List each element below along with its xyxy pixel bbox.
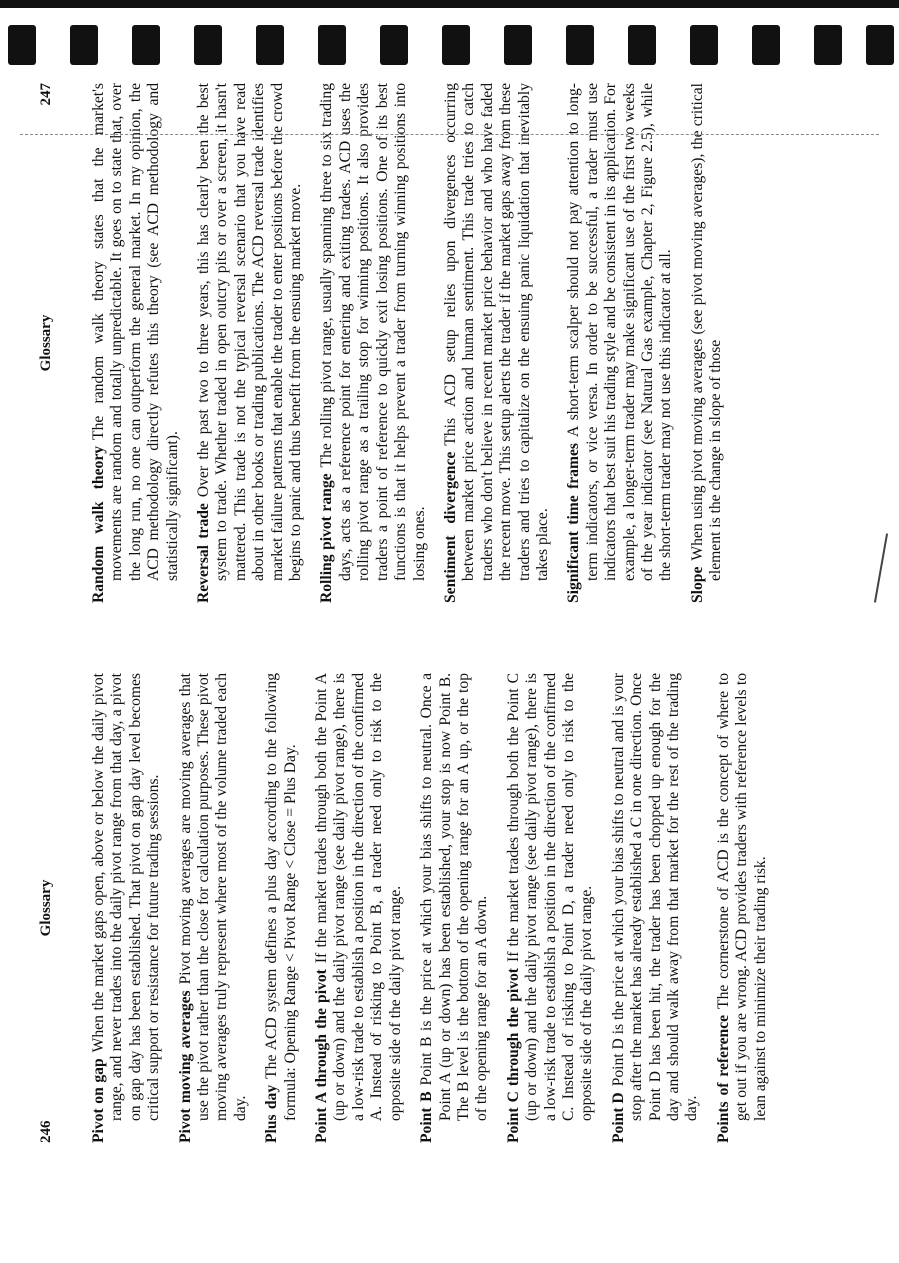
glossary-entry xyxy=(505,673,597,1143)
glossary-entries xyxy=(90,83,739,603)
glossary-entry xyxy=(195,83,305,603)
glossary-definition: Over the past two to three years, this has clearly been the best system to trade. Whether traded in open outcry pits or over a screen, it hasn't mattered. This trade is not the typical reversal scenario that you have read about in other books or trading publications. The ACD reversal trade identifies market failure patterns that enable the trader to enter positions before the crowd begins to panic and thus benefit from the ensuing market move. xyxy=(195,83,305,581)
running-head xyxy=(38,83,62,603)
glossary-term: Point D xyxy=(609,1092,627,1143)
page-number: 247 xyxy=(38,83,54,106)
glossary-entry xyxy=(442,83,552,603)
glossary-definition: When the market gaps open, above or below the daily pivot range, and never trades into the daily pivot range from that day, a pivot on gap day has been established. That pivot on gap day level becomes critical support or resistance for future trading sessions. xyxy=(90,673,163,1121)
glossary-term: Point A through the pivot xyxy=(313,969,331,1143)
glossary-term: Significant time frames xyxy=(565,443,583,603)
binding-hole xyxy=(318,25,346,65)
glossary-entry xyxy=(90,83,182,603)
left-page xyxy=(0,673,899,1143)
glossary-entry xyxy=(318,83,428,603)
glossary-definition: Point B is the price at which your bias shifts to neutral. Once a Point A (up or down) has been established, your stop is now Point B. The B level is the bottom of the opening range for an A up, or the top of the opening range for an A down. xyxy=(418,673,491,1121)
glossary-entry xyxy=(177,673,251,1143)
glossary-definition: If the market trades through both the Point A (up or down) and the daily pivot range (see daily pivot range), there is a low-risk trade to establish a position in the direction of the confirmed A. Instead of risking to Point B, a trader need only to risk to the opposite side of the daily pivot range. xyxy=(313,673,404,1121)
binding-hole xyxy=(814,25,842,65)
glossary-entry xyxy=(689,83,726,603)
binding-hole xyxy=(8,25,36,65)
glossary-definition: The ACD system defines a plus day according to the following formula: Opening Range < Pivot Range < Close = Plus Day. xyxy=(263,673,299,1121)
glossary-definition: The rolling pivot range, usually spanning three to six trading days, acts as a reference point for entering and exiting trades. ACD uses the rolling pivot range as a trailing stop for winning positions. It also provides traders a point of reference to quickly exit losing positions. One of its best functions is that it helps prevent a trader from turning winning positions into losing ones. xyxy=(318,83,428,581)
glossary-term: Point B xyxy=(418,1091,436,1143)
glossary-term: Plus day xyxy=(263,1084,281,1143)
glossary-entry xyxy=(715,673,770,1143)
binding-hole xyxy=(442,25,470,65)
glossary-entry xyxy=(418,673,492,1143)
binding-hole xyxy=(628,25,656,65)
glossary-term: Point C through the pivot xyxy=(504,967,522,1143)
binding-hole xyxy=(566,25,594,65)
glossary-entry xyxy=(263,673,300,1143)
glossary-definition: Pivot moving averages are moving averages that use the pivot rather than the close for calculation purposes. These pivot moving averages truly represent where most of the volume traded each day. xyxy=(176,673,249,1121)
binding-hole xyxy=(380,25,408,65)
glossary-term: Random walk theory xyxy=(90,445,107,603)
glossary-term: Rolling pivot range xyxy=(318,473,336,603)
glossary-entry xyxy=(313,673,405,1143)
binding-hole xyxy=(194,25,222,65)
binding-holes xyxy=(0,15,899,75)
running-head-title: Glossary xyxy=(38,314,54,372)
binding-hole xyxy=(690,25,718,65)
glossary-definition: Point D is the price at which your bias shifts to neutral and is your stop after the market has already established a C in one direction. Once Point D has been hit, the trader has been chopped up enough for the day and should walk away from that market for the rest of the trading day. xyxy=(609,672,701,1121)
glossary-term: Slope xyxy=(688,566,706,603)
binding-hole xyxy=(256,25,284,65)
binding-hole xyxy=(504,25,532,65)
right-page xyxy=(0,83,899,603)
binding-hole xyxy=(752,25,780,65)
glossary-entries xyxy=(90,673,783,1143)
glossary-entry xyxy=(610,673,702,1143)
glossary-definition: This ACD setup relies upon divergences occurring between market price action and human sentiment. This trade tries to catch traders who don't believe in recent market price behavior and who have faded the recent move. This setup alerts the trader if the market gaps away from these traders and tries to capitalize on the ensuing panic liquidation that inevitably takes place. xyxy=(441,83,551,581)
binding-hole xyxy=(132,25,160,65)
glossary-definition: The cornerstone of ACD is the concept of where to get out if you are wrong. ACD provides traders with reference levels to lean against to minimize their trading risk. xyxy=(714,673,769,1121)
page-number: 246 xyxy=(38,1120,54,1143)
glossary-term: Reversal trade xyxy=(195,503,213,603)
glossary-definition: A short-term scalper should not pay attention to long-term indicators, or vice versa. In order to be successful, a trader must use indicators that best suit his trading style and be consistent in its application. For example, a longer-term trader may make significant use of the first two weeks of the year indicator (see Natural Gas example, Chapter 2, Figure 2.5), while the short-term trader may not use this indicator at all. xyxy=(565,83,675,581)
glossary-entry xyxy=(565,83,675,603)
glossary-term: Points of reference xyxy=(714,1014,732,1143)
glossary-definition: When using pivot moving averages (see pivot moving averages), the critical element is the change in slope of those xyxy=(688,83,725,581)
glossary-entry xyxy=(90,673,164,1143)
glossary-term: Sentiment divergence xyxy=(441,451,459,603)
binding-hole xyxy=(70,25,98,65)
running-head xyxy=(38,673,62,1143)
running-head-title: Glossary xyxy=(38,879,54,937)
scan-edge xyxy=(0,0,899,8)
page-edge-line xyxy=(20,134,879,135)
binding-hole xyxy=(866,25,894,65)
glossary-definition: The random walk theory states that the market's movements are random and totally unpredictable. It goes on to state that, over the long run, no one can outperform the general market. In my opinion, the ACD methodology directly refutes this theory (see ACD methodology and statistically significant). xyxy=(90,83,181,581)
glossary-term: Pivot on gap xyxy=(90,1058,107,1143)
glossary-definition: If the market trades through both the Point C (up or down) and the daily pivot range (see daily pivot range), there is a low-risk trade to establish a position in the direction of the confirmed C. Instead of risking to Point D, a trader need only to risk to the opposite side of the daily pivot range. xyxy=(504,673,596,1121)
glossary-term: Pivot moving averages xyxy=(176,990,194,1143)
